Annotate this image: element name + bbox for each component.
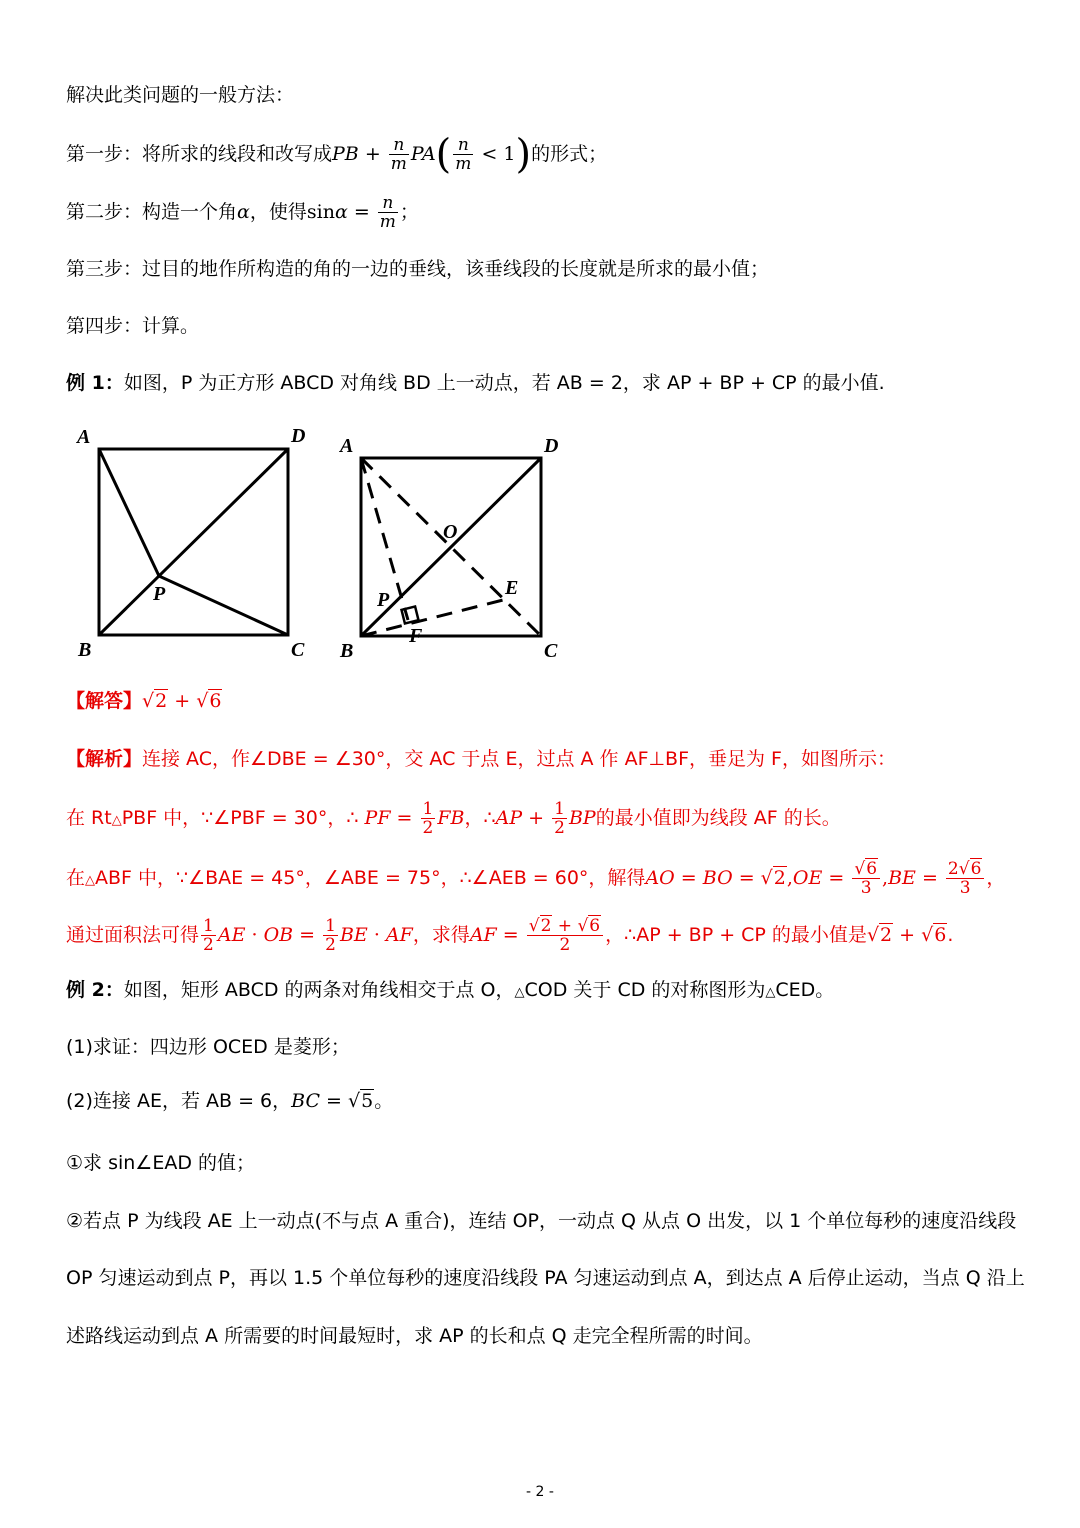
analysis-line-2: 在 Rt△PBF 中，∵∠PBF = 30°，∴ PF = $\frac{1}{2}$ FB，∴AP + $\frac{1}{2}$ BP的最小值即为线段 AF 的长。 xyxy=(66,799,841,838)
answer-line: 【解答】√2 + √6 xyxy=(66,690,222,712)
example-1-label: 例 1： xyxy=(66,372,124,394)
answer-tag: 【解答】 xyxy=(66,690,143,712)
analysis-3c: ， xyxy=(986,867,1006,889)
analysis-4d: . xyxy=(947,924,954,946)
example-2-q2-ii-line2: OP 匀速运动到点 P，再以 1.5 个单位每秒的速度沿线段 PA 匀速运动到点 A，到达点 A 后停止运动，当点 Q 沿上 xyxy=(66,1267,1025,1289)
example-1-question xyxy=(66,368,885,398)
analysis-2c: ， xyxy=(464,807,484,829)
step-1-text: 第一步：将所求的线段和改写成 xyxy=(66,143,333,165)
page-number: - 2 - xyxy=(526,1484,554,1500)
analysis-line-4: 通过面积法可得 $\frac{1}{2}$ AE · OB = $\frac{1}{2}$ BE · AF，求得AF = $\frac{√2 + √6}{2}$ ，∴AP + BP + CP 的最小值是√2 + √6. xyxy=(66,916,954,955)
analysis-4b: ，求得 xyxy=(412,924,470,946)
fig1-label-C: C xyxy=(291,639,305,661)
step-2-mid: ，使得 xyxy=(249,201,307,223)
analysis-2b: PBF 中，∵∠PBF = 30°， xyxy=(121,807,347,829)
method-heading: 解决此类问题的一般方法： xyxy=(66,84,295,106)
analysis-tag: 【解析】 xyxy=(66,748,143,770)
analysis-4a: 通过面积法可得 xyxy=(66,924,200,946)
example-2-q2-end: 。 xyxy=(374,1090,394,1112)
example-2-label: 例 2： xyxy=(66,979,124,1001)
step-3: 第三步：过目的地作所构造的角的一边的垂线，该垂线段的长度就是所求的最小值； xyxy=(66,258,770,280)
step-1: 第一步：将所求的线段和改写成PB + $\frac{n}{m}$ PA( $\frac{n}{m}$ < 1)的形式； xyxy=(66,131,608,178)
example-2-text-b: COD 关于 CD 的对称图形为 xyxy=(524,979,766,1001)
example-2-q2-i: ①求 sin∠EAD 的值； xyxy=(66,1152,255,1174)
analysis-3a: 在 xyxy=(66,867,86,889)
step-2: 第二步：构造一个角α，使得sinα = $\frac{n}{m}$ ； xyxy=(66,193,419,232)
fig2-label-E: E xyxy=(505,577,519,599)
example-2-q2-ii-line3: 述路线运动到点 A 所需要的时间最短时，求 AP 的长和点 Q 走完全程所需的时间。 xyxy=(66,1325,763,1347)
figure-square-1 xyxy=(70,420,320,665)
fig1-label-P: P xyxy=(153,583,166,605)
analysis-line-3: 在△ABF 中，∵∠BAE = 45°，∠ABE = 75°，∴∠AEB = 60°，解得AO = BO = √2,OE = $\frac{√6}{3}$ ,BE = $\frac{2√6}{3}$ ， xyxy=(66,859,1006,898)
analysis-4c: ，∴AP + BP + CP 的最小值是 xyxy=(605,924,867,946)
fig2-label-F: F xyxy=(409,625,423,647)
step-4: 第四步：计算。 xyxy=(66,315,200,337)
fig2-label-C: C xyxy=(544,640,558,662)
analysis-3b: ABF 中，∵∠BAE = 45°，∠ABE = 75°，∴∠AEB = 60°，解得 xyxy=(95,867,646,889)
step-2-suffix: ； xyxy=(399,201,419,223)
fig2-label-B: B xyxy=(340,640,354,662)
analysis-2a: 在 Rt xyxy=(66,807,112,829)
fig1-label-B: B xyxy=(78,639,92,661)
example-1-text: 如图，P 为正方形 ABCD 对角线 BD 上一动点，若 AB = 2，求 AP + BP + CP 的最小值. xyxy=(123,372,885,394)
fig2-label-O: O xyxy=(443,521,458,543)
example-2-q1: (1)求证：四边形 OCED 是菱形； xyxy=(66,1036,350,1058)
fig2-label-P: P xyxy=(377,589,390,611)
example-2-q2-text: (2)连接 AE，若 AB = 6， xyxy=(66,1090,292,1112)
example-2-q2: (2)连接 AE，若 AB = 6，BC = √5。 xyxy=(66,1090,394,1112)
analysis-2d: 的最小值即为线段 AF 的长。 xyxy=(595,807,841,829)
figure-square-2 xyxy=(335,428,575,668)
step-2-text: 第二步：构造一个角 xyxy=(66,201,238,223)
analysis-text-1: 连接 AC，作∠DBE = ∠30°，交 AC 于点 E，过点 A 作 AF⊥BF，垂足为 F，如图所示： xyxy=(142,748,896,770)
fig2-label-A: A xyxy=(340,435,354,457)
fig2-label-D: D xyxy=(544,435,559,457)
example-2-text-a: 如图，矩形 ABCD 的两条对角线相交于点 O， xyxy=(123,979,515,1001)
step-1-suffix: 的形式； xyxy=(531,143,608,165)
example-2-q2-ii-line1: ②若点 P 为线段 AE 上一动点(不与点 A 重合)，连结 OP，一动点 Q 从点 O 出发，以 1 个单位每秒的速度沿线段 xyxy=(66,1210,1017,1232)
fig1-label-D: D xyxy=(291,425,306,447)
fig1-label-A: A xyxy=(77,426,91,448)
example-2-text-c: CED。 xyxy=(775,979,835,1001)
example-2-question: 例 2：如图，矩形 ABCD 的两条对角线相交于点 O，△COD 关于 CD 的对称图形为△CED。 xyxy=(66,979,835,1001)
analysis-line-1 xyxy=(66,744,896,774)
